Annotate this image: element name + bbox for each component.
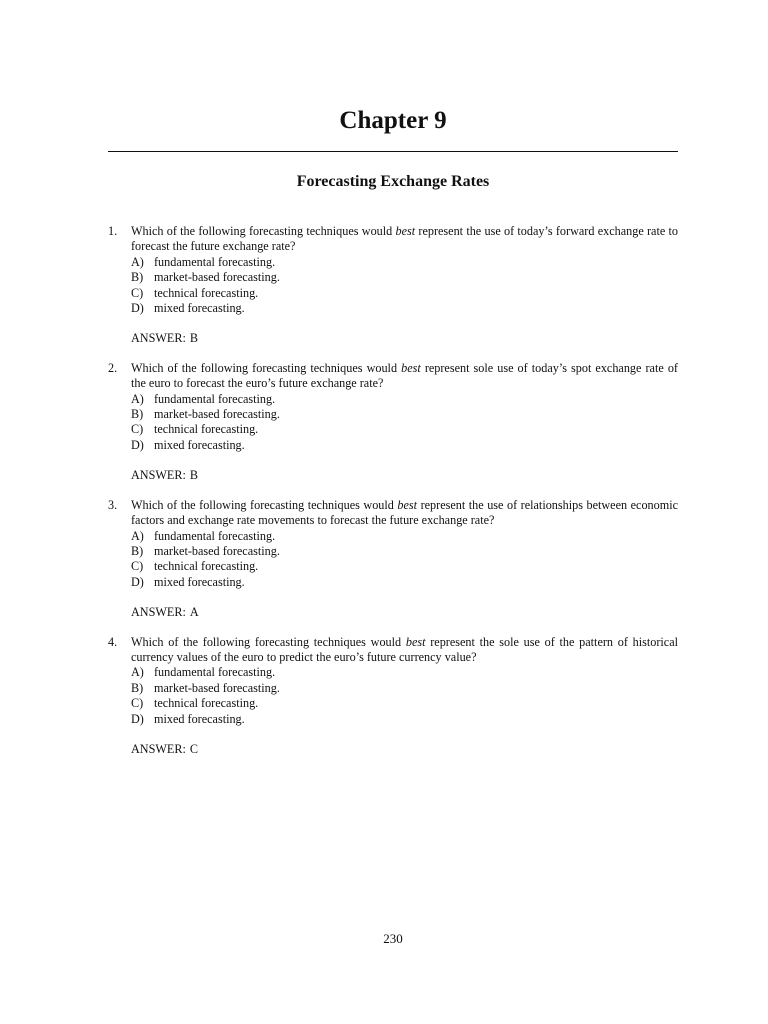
emphasis-text: best	[401, 360, 421, 375]
answer-key: A	[189, 605, 199, 620]
question-4	[108, 635, 678, 758]
answer-options	[131, 529, 678, 591]
option-a: A) fundamental forecasting.	[131, 391, 276, 406]
option-b: B) market-based forecasting.	[131, 407, 280, 422]
option-b: B) market-based forecasting.	[131, 543, 280, 558]
answer-line: ANSWER: B	[131, 331, 198, 346]
question-number: 4.	[108, 634, 118, 649]
answer-key: B	[189, 331, 198, 346]
section-title: Forecasting Exchange Rates	[296, 173, 490, 190]
answer-line: ANSWER: A	[131, 605, 199, 620]
question-number: 2.	[108, 360, 118, 375]
option-a: A) fundamental forecasting.	[131, 665, 276, 680]
option-d: D) mixed forecasting.	[131, 574, 245, 589]
question-number: 1.	[108, 224, 118, 238]
answer-options	[131, 392, 678, 454]
question-text: Which of the following forecasting techniques would best represent the use of relationships between economic factors and exchange rate movements to forecast the future exchange rate?	[131, 497, 678, 528]
option-a: A) fundamental forecasting.	[131, 528, 276, 543]
option-c: C) technical forecasting.	[131, 696, 259, 711]
emphasis-text: best	[395, 224, 416, 238]
question-text: Which of the following forecasting techniques would best represent sole use of today’s spot exchange rate of the euro to forecast the euro’s future exchange rate?	[131, 360, 678, 391]
answer-line: ANSWER: B	[131, 468, 198, 483]
option-d: D) mixed forecasting.	[131, 437, 245, 452]
option-d: D) mixed forecasting.	[131, 711, 245, 726]
question-text: Which of the following forecasting techniques would best represent the use of today’s forward exchange rate to forecast the future exchange rate?	[131, 224, 678, 254]
option-b: B) market-based forecasting.	[131, 270, 280, 285]
option-c: C) technical forecasting.	[131, 559, 259, 574]
option-b: B) market-based forecasting.	[131, 680, 280, 695]
option-a: A) fundamental forecasting.	[131, 254, 276, 269]
answer-options	[131, 665, 678, 727]
page-number: 230	[383, 931, 403, 946]
question-number: 3.	[108, 497, 118, 512]
answer-key: C	[189, 741, 198, 756]
option-c: C) technical forecasting.	[131, 285, 259, 300]
question-2	[108, 361, 678, 484]
chapter-title: Chapter 9	[339, 107, 447, 134]
answer-key: B	[189, 468, 198, 483]
emphasis-text: best	[405, 634, 426, 649]
question-3	[108, 498, 678, 621]
title-divider	[108, 151, 678, 152]
emphasis-text: best	[397, 497, 418, 512]
answer-options	[131, 255, 678, 317]
question-text: Which of the following forecasting techniques would best represent the sole use of the pattern of historical currency values of the euro to predict the euro’s future currency value?	[131, 634, 679, 664]
answer-line: ANSWER: C	[131, 741, 198, 756]
option-d: D) mixed forecasting.	[131, 301, 245, 316]
question-list	[108, 224, 678, 771]
question-1	[108, 224, 678, 347]
option-c: C) technical forecasting.	[131, 422, 259, 437]
